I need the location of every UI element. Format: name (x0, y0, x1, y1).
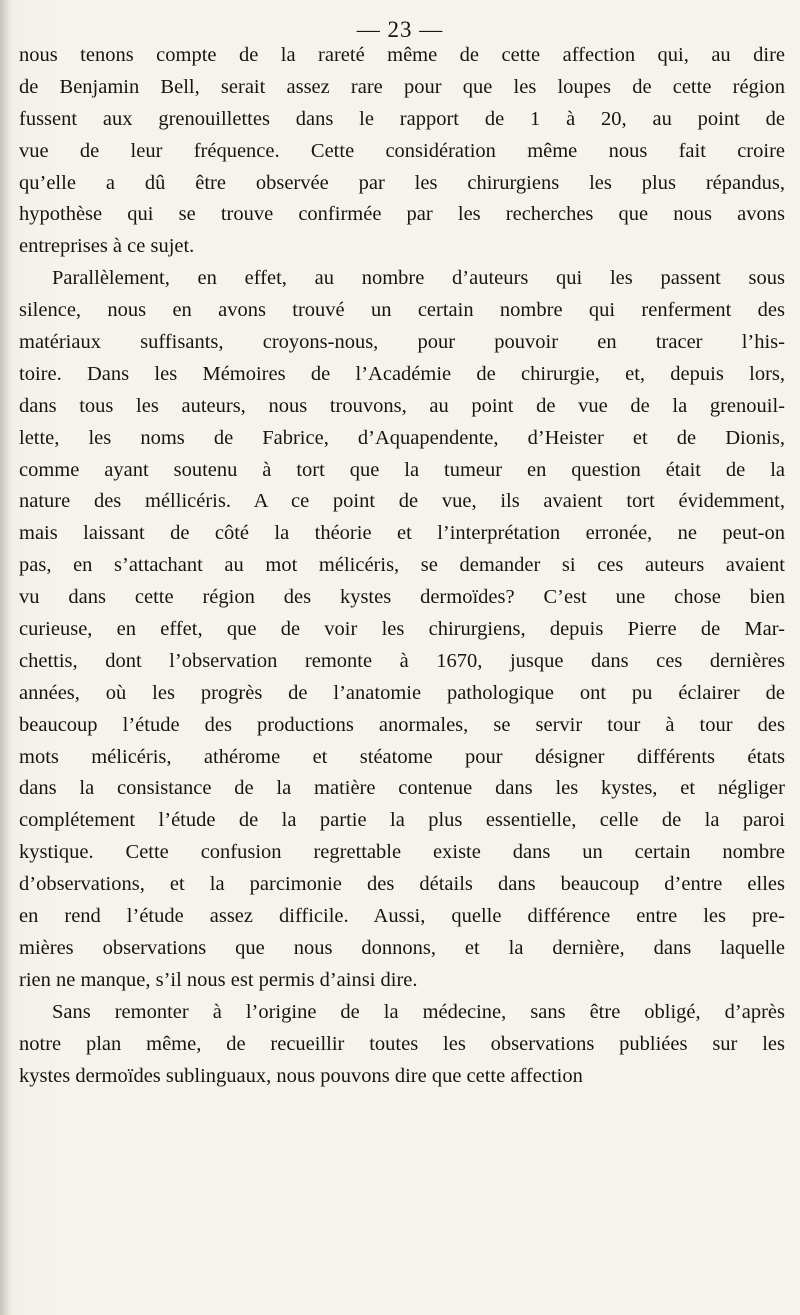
text-line: nature des méllicéris. A ce point de vue, ils avaient tort évidemment, (19, 490, 785, 513)
text-line: beaucoup l’étude des productions anormales, se servir tour à tour des (19, 713, 785, 736)
text-line: vu dans cette région des kystes dermoïdes? C’est une chose bien (19, 586, 785, 609)
text-line: qu’elle a dû être observée par les chirurgiens les plus répandus, (19, 171, 785, 194)
text-line: complétement l’étude de la partie la plus essentielle, celle de la paroi (19, 809, 785, 832)
text-line: matériaux suffisants, croyons-nous, pour pouvoir en tracer l’his- (19, 331, 785, 354)
text-line: notre plan même, de recueillir toutes les observations publiées sur les (19, 1032, 785, 1055)
body-text (19, 40, 785, 1092)
text-line: mières observations que nous donnons, et la dernière, dans laquelle (19, 936, 785, 959)
text-line: kystes dermoïdes sublinguaux, nous pouvons dire que cette affection (19, 1064, 583, 1087)
text-line: comme ayant soutenu à tort que la tumeur en question était de la (19, 458, 785, 481)
text-line: entreprises à ce sujet. (19, 235, 195, 258)
binding-gutter (0, 0, 10, 1315)
text-line: vue de leur fréquence. Cette considération même nous fait croire (19, 139, 785, 162)
text-line: dans la consistance de la matière contenue dans les kystes, et négliger (19, 777, 785, 800)
text-line: en rend l’étude assez difficile. Aussi, quelle différence entre les pre- (19, 905, 785, 928)
text-line: pas, en s’attachant au mot mélicéris, se demander si ces auteurs avaient (19, 554, 785, 577)
text-line: chettis, dont l’observation remonte à 1670, jusque dans ces dernières (19, 649, 785, 672)
text-line: silence, nous en avons trouvé un certain nombre qui renferment des (19, 299, 785, 322)
text-line: de Benjamin Bell, serait assez rare pour que les loupes de cette région (19, 75, 785, 98)
text-line: mots mélicéris, athérome et stéatome pour désigner différents états (19, 745, 785, 768)
text-line: toire. Dans les Mémoires de l’Académie de chirurgie, et, depuis lors, (19, 362, 785, 385)
text-line: kystique. Cette confusion regrettable existe dans un certain nombre (19, 841, 785, 864)
text-line: dans tous les auteurs, nous trouvons, au point de vue de la grenouil- (19, 394, 785, 417)
text-line: curieuse, en effet, que de voir les chirurgiens, depuis Pierre de Mar- (19, 618, 785, 641)
page-number: — 23 — (356, 17, 444, 42)
text-line: lette, les noms de Fabrice, d’Aquapendente, d’Heister et de Dionis, (19, 426, 785, 449)
text-line: hypothèse qui se trouve confirmée par les recherches que nous avons (19, 203, 785, 226)
text-line: années, où les progrès de l’anatomie pathologique ont pu éclairer de (19, 681, 785, 704)
text-line: nous tenons compte de la rareté même de cette affection qui, au dire (19, 44, 785, 66)
text-line: Sans remonter à l’origine de la médecine, sans être obligé, d’après (52, 1000, 785, 1023)
text-line: mais laissant de côté la théorie et l’interprétation erronée, ne peut-on (19, 522, 785, 545)
text-line: fussent aux grenouillettes dans le rapport de 1 à 20, au point de (19, 107, 785, 130)
text-line: d’observations, et la parcimonie des détails dans beaucoup d’entre elles (19, 873, 785, 896)
text-line: Parallèlement, en effet, au nombre d’auteurs qui les passent sous (52, 267, 785, 290)
text-line: rien ne manque, s’il nous est permis d’ainsi dire. (19, 968, 418, 991)
